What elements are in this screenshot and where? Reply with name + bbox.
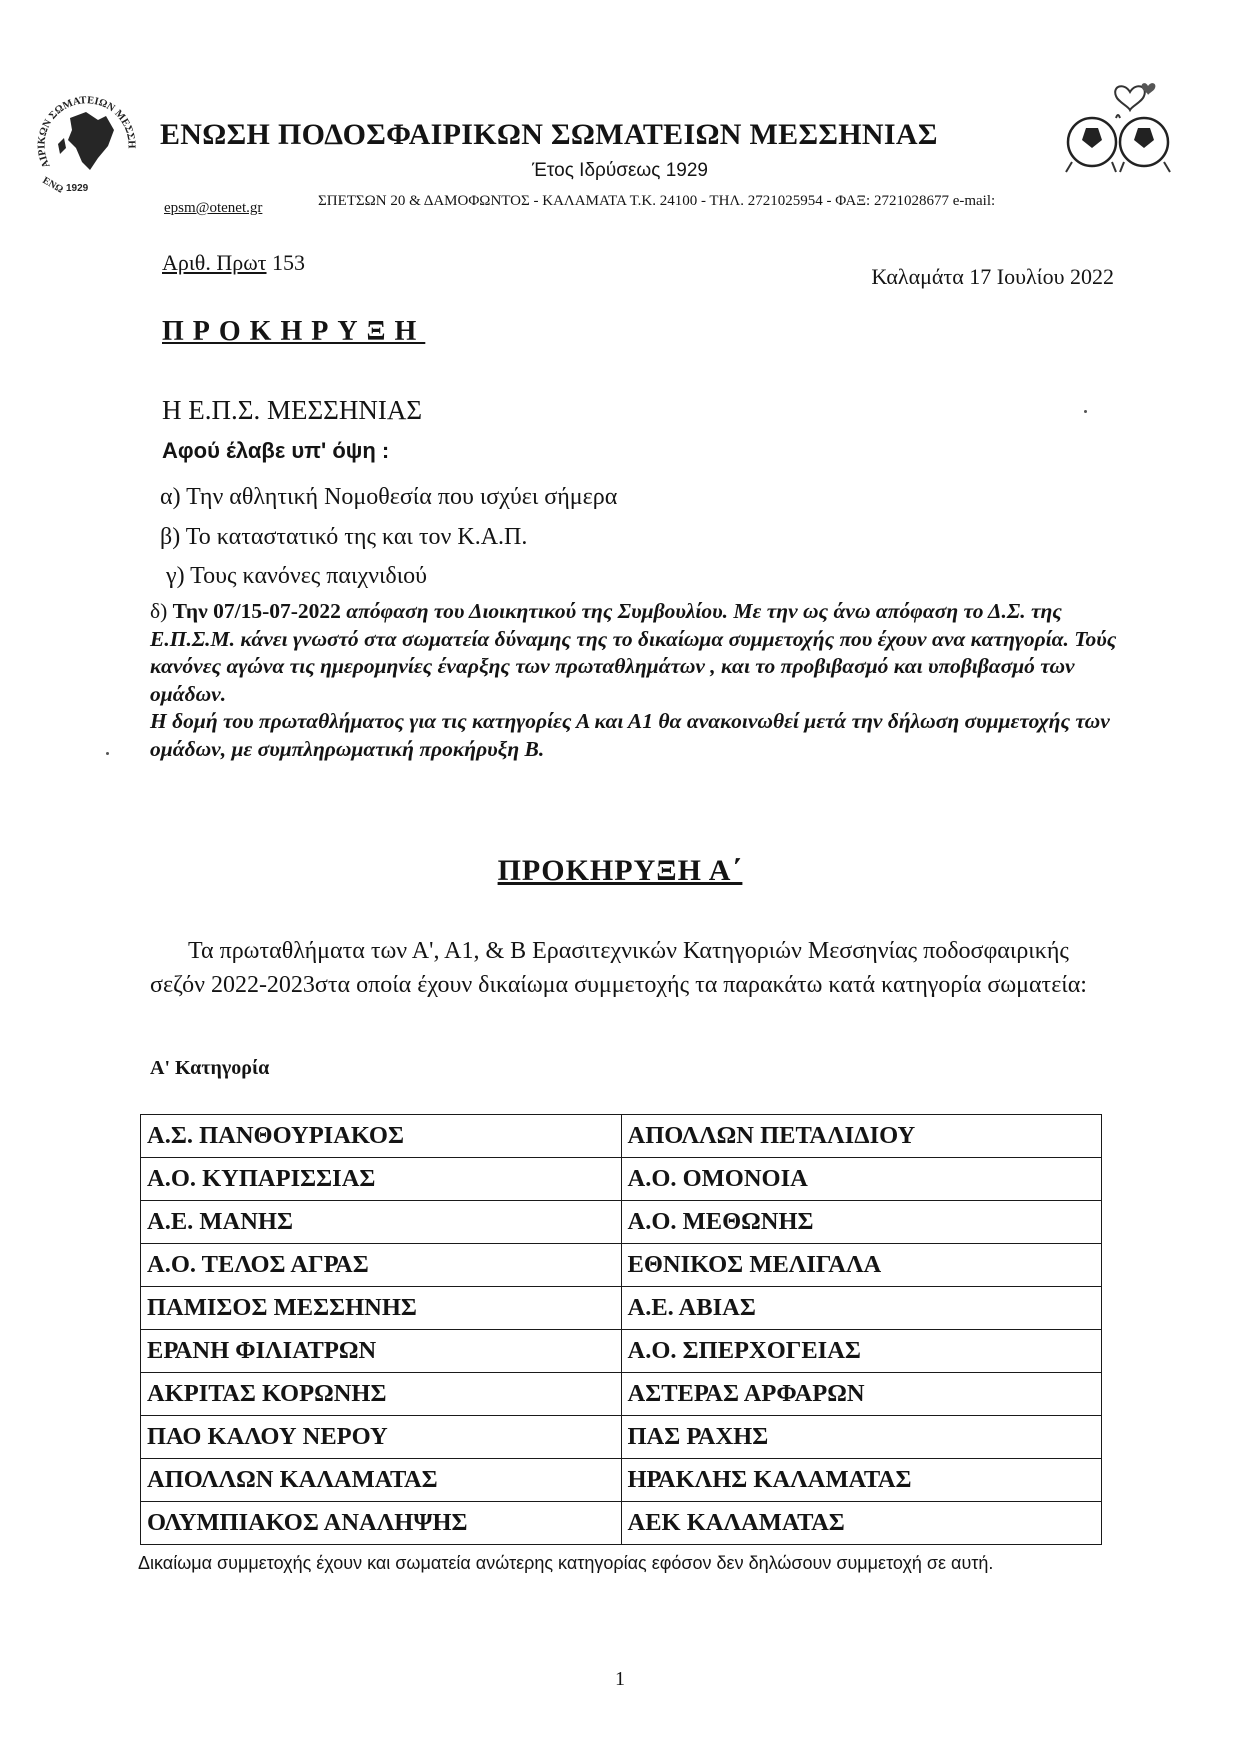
team-cell: Α.Ο. ΚΥΠΑΡΙΣΣΙΑΣ: [141, 1158, 622, 1201]
team-cell: Α.Ο. ΟΜΟΝΟΙΑ: [621, 1158, 1102, 1201]
email-link[interactable]: epsm@otenet.gr: [164, 200, 263, 216]
list-item: γ) Τους κανόνες παιχνιδιού: [166, 563, 428, 589]
document-date: Καλαμάτα 17 Ιουλίου 2022: [871, 264, 1114, 289]
table-row: [141, 1115, 1102, 1158]
table-row: [141, 1158, 1102, 1201]
team-cell: ΑΠΟΛΛΩΝ ΚΑΛΑΜΑΤΑΣ: [141, 1459, 622, 1502]
table-row: [141, 1459, 1102, 1502]
scan-speck: [106, 752, 109, 755]
teams-table: [140, 1114, 1102, 1545]
team-cell: Α.Ο. ΜΕΘΩΝΗΣ: [621, 1201, 1102, 1244]
list-item: α) Την αθλητική Νομοθεσία που ισχύει σήμερα: [160, 484, 618, 510]
decision-date: Την 07/15-07-2022: [172, 599, 341, 623]
team-cell: ΗΡΑΚΛΗΣ ΚΑΛΑΜΑΤΑΣ: [621, 1459, 1102, 1502]
decision-paragraph: [150, 598, 1140, 763]
taking-into-account: Αφού έλαβε υπ' όψη :: [162, 438, 390, 463]
team-cell: ΑΕΚ ΚΑΛΑΜΑΤΑΣ: [621, 1502, 1102, 1545]
organization-title: ΕΝΩΣΗ ΠΟΔΟΣΦΑΙΡΙΚΩΝ ΣΩΜΑΤΕΙΩΝ ΜΕΣΣΗΝΙΑΣ: [160, 118, 938, 151]
seal-year: 1929: [66, 183, 89, 194]
table-row: [141, 1373, 1102, 1416]
table-row: [141, 1502, 1102, 1545]
protocol-label: Αριθ. Πρωτ: [162, 250, 267, 275]
intro-paragraph: Τα πρωταθλήματα των Α', Α1, & Β Ερασιτεχνικών Κατηγοριών Μεσσηνίας ποδοσφαιρικής σεζόν 2022-2023στα οποία έχουν δικαίωμα συμμετοχής τα παρακάτω κατά κατηγορία σωματεία:: [150, 938, 1087, 998]
team-cell: ΕΘΝΙΚΟΣ ΜΕΛΙΓΑΛΑ: [621, 1244, 1102, 1287]
participation-note: Δικαίωμα συμμετοχής έχουν και σωματεία ανώτερης κατηγορίας εφόσον δεν δηλώσουν συμμετοχή σε αυτή.: [138, 1553, 994, 1573]
decision-prefix: δ): [150, 599, 173, 623]
decision-text: απόφαση του Διοικητικού της Συμβουλίου. Με την ως άνω απόφαση το Δ.Σ. της Ε.Π.Σ.Μ. κάνει γνωστό στα σωματεία δύναμης της το δικαίωμα συμμετοχής που έχουν ανα κατηγορία. Τούς κανόνες αγώνα τις ημερομηνίες έναρξης των πρωταθλημάτων , και το προβιβασμό και υποβιβασμό των ομάδων.: [150, 599, 1117, 706]
list-item: β) Το καταστατικό της και τον Κ.Α.Π.: [160, 524, 528, 550]
team-cell: Α.Σ. ΠΑΝΘΟΥΡΙΑΚΟΣ: [141, 1115, 622, 1158]
protocol-value: 153: [272, 250, 306, 275]
team-cell: Α.Ο. ΣΠΕΡΧΟΓΕΙΑΣ: [621, 1330, 1102, 1373]
table-row: [141, 1416, 1102, 1459]
team-cell: ΠΑΜΙΣΟΣ ΜΕΣΣΗΝΗΣ: [141, 1287, 622, 1330]
page-number: 1: [615, 1668, 625, 1690]
team-cell: ΠΑΟ ΚΑΛΟΥ ΝΕΡΟΥ: [141, 1416, 622, 1459]
structure-text: Η δομή του πρωταθλήματος για τις κατηγορίες Α και Α1 θα ανακοινωθεί μετά την δήλωση συμμετοχής των ομάδων, με συμπληρωματική προκήρυξη Β.: [150, 709, 1110, 761]
table-row: [141, 1287, 1102, 1330]
team-cell: ΕΡΑΝΗ ΦΙΛΙΑΤΡΩΝ: [141, 1330, 622, 1373]
table-row: [141, 1330, 1102, 1373]
team-cell: ΑΣΤΕΡΑΣ ΑΡΦΑΡΩΝ: [621, 1373, 1102, 1416]
table-row: [141, 1201, 1102, 1244]
seal-text-top: ΑΙΡΙΚΩΝ ΣΩΜΑΤΕΙΩΝ ΜΕΣΣΗ: [36, 95, 137, 170]
team-cell: ΟΛΥΜΠΙΑΚΟΣ ΑΝΑΛΗΨΗΣ: [141, 1502, 622, 1545]
team-cell: ΑΚΡΙΤΑΣ ΚΟΡΩΝΗΣ: [141, 1373, 622, 1416]
team-cell: Α.Ο. ΤΕΛΟΣ ΑΓΡΑΣ: [141, 1244, 622, 1287]
eps-title: Η Ε.Π.Σ. ΜΕΣΣΗΝΙΑΣ: [162, 395, 423, 425]
proclamation-a-heading: ΠΡΟΚΗΡΥΞΗ Α΄: [497, 854, 743, 887]
table-row: [141, 1244, 1102, 1287]
team-cell: Α.Ε. ΑΒΙΑΣ: [621, 1287, 1102, 1330]
team-cell: ΠΑΣ ΡΑΧΗΣ: [621, 1416, 1102, 1459]
founded-year: Έτος Ιδρύσεως 1929: [532, 160, 708, 181]
team-cell: Α.Ε. ΜΑΝΗΣ: [141, 1201, 622, 1244]
address-line: ΣΠΕΤΣΩΝ 20 & ΔΑΜΟΦΩΝΤΟΣ - ΚΑΛΑΜΑΤΑ Τ.Κ. 24100 - ΤΗΛ. 2721025954 - ΦΑΞ: 2721028677 e-mail:: [318, 193, 996, 209]
category-title: Α' Κατηγορία: [150, 1057, 270, 1079]
protocol-number: [162, 250, 305, 276]
team-cell: ΑΠΟΛΛΩΝ ΠΕΤΑΛΙΔΙΟΥ: [621, 1115, 1102, 1158]
proclamation-heading: ΠΡΟΚΗΡΥΞΗ: [162, 316, 426, 347]
scan-speck: [1084, 410, 1087, 413]
seal-text-bottom: ΕΝΩ: [40, 175, 65, 196]
